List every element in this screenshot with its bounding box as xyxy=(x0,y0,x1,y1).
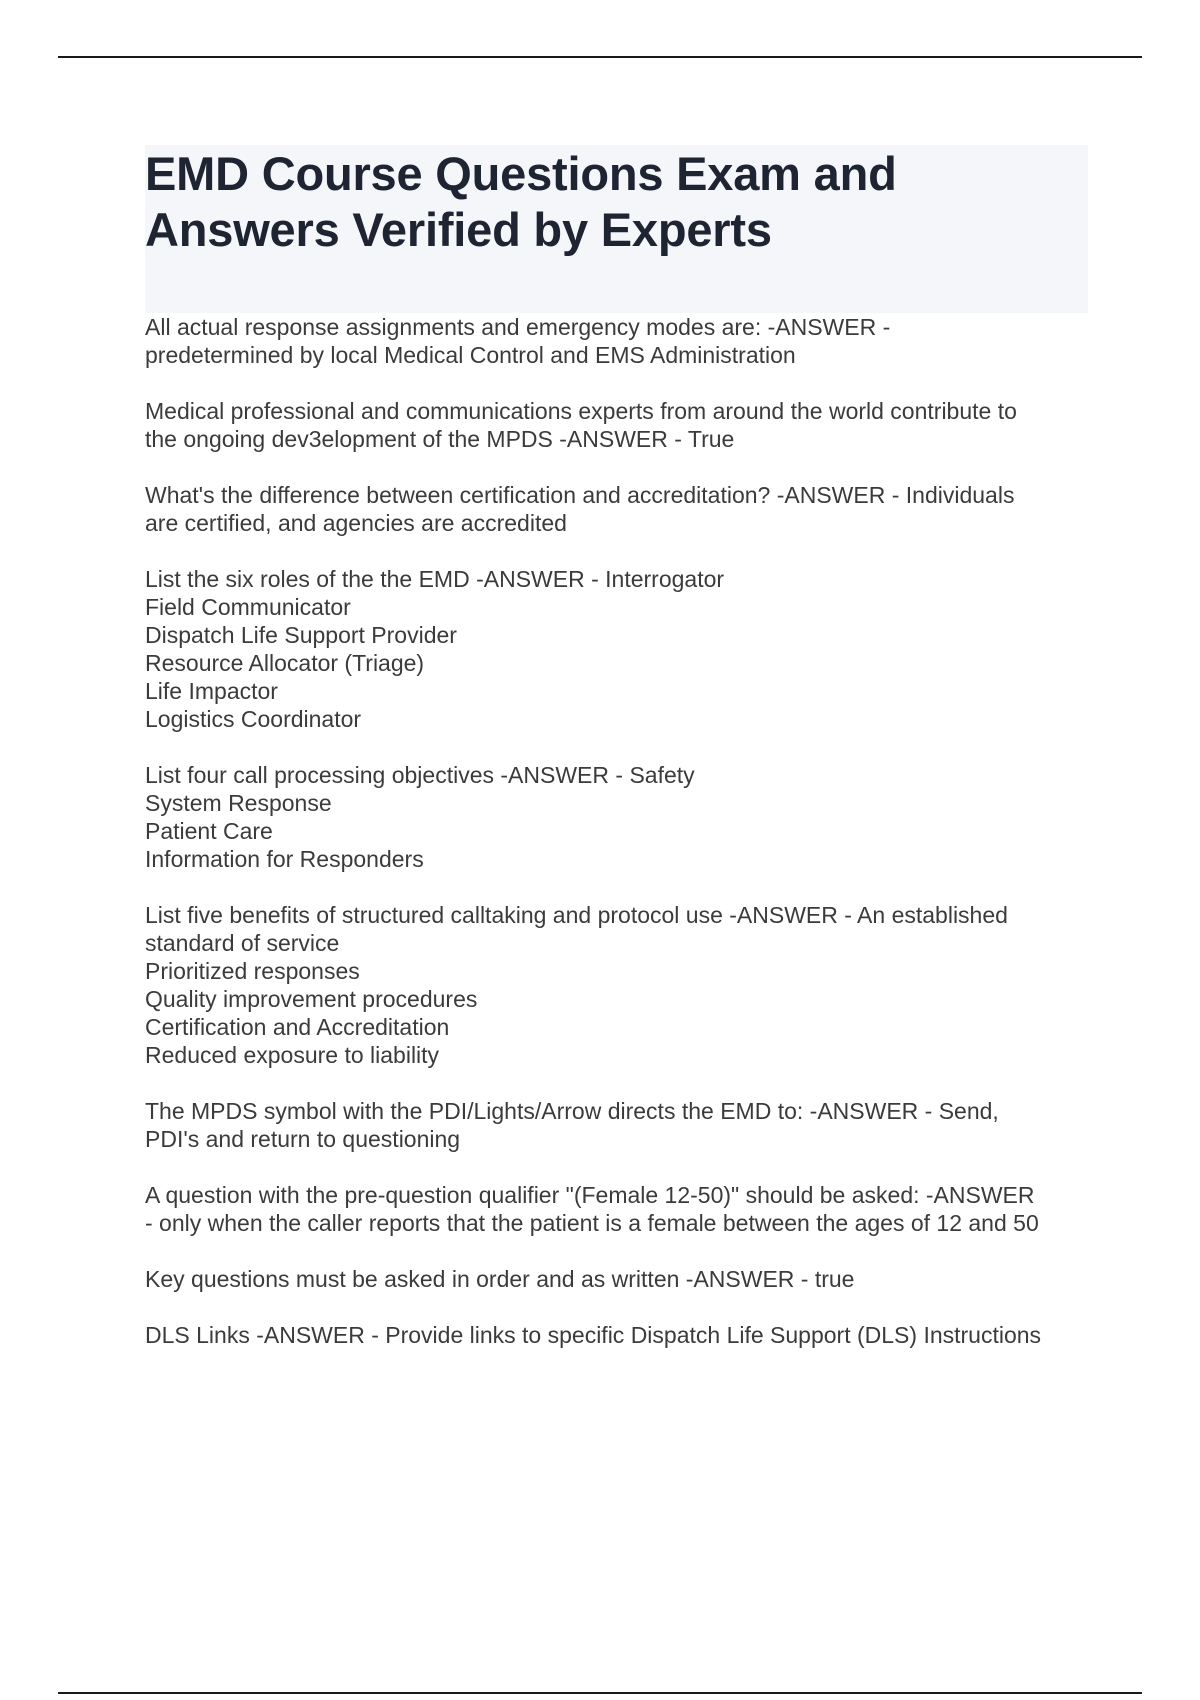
qa-line: Field Communicator xyxy=(145,594,351,620)
qa-line: A question with the pre-question qualifier "(Female 12-50)" should be asked: -ANSWER xyxy=(145,1182,1035,1208)
qa-line: Key questions must be asked in order and as written -ANSWER - true xyxy=(145,1266,855,1292)
qa-line: Information for Responders xyxy=(145,846,424,872)
qa-line: Logistics Coordinator xyxy=(145,706,362,732)
qa-item xyxy=(145,1265,1095,1293)
qa-line: What's the difference between certification and accreditation? -ANSWER - Individuals xyxy=(145,482,1015,508)
qa-line: - only when the caller reports that the patient is a female between the ages of 12 and 50 xyxy=(145,1210,1039,1236)
qa-line: Prioritized responses xyxy=(145,958,360,984)
qa-list xyxy=(145,313,1095,1377)
qa-line: List the six roles of the the EMD -ANSWER - Interrogator xyxy=(145,566,725,592)
qa-item xyxy=(145,1321,1095,1349)
qa-line: Medical professional and communications experts from around the world contribute to xyxy=(145,398,1017,424)
qa-item xyxy=(145,1097,1095,1153)
qa-line: predetermined by local Medical Control and EMS Administration xyxy=(145,342,796,368)
title-line-2: Answers Verified by Experts xyxy=(145,203,772,256)
qa-line: Certification and Accreditation xyxy=(145,1014,450,1040)
qa-line: Reduced exposure to liability xyxy=(145,1042,440,1068)
qa-line: Dispatch Life Support Provider xyxy=(145,622,457,648)
qa-line: Life Impactor xyxy=(145,678,278,704)
qa-line: are certified, and agencies are accredited xyxy=(145,510,567,536)
qa-item xyxy=(145,761,1095,873)
qa-line: List four call processing objectives -ANSWER - Safety xyxy=(145,762,695,788)
qa-item xyxy=(145,313,1095,369)
qa-line: System Response xyxy=(145,790,332,816)
qa-item xyxy=(145,901,1095,1069)
title-line-1: EMD Course Questions Exam and xyxy=(145,147,897,200)
qa-item xyxy=(145,565,1095,733)
qa-line: standard of service xyxy=(145,930,340,956)
qa-line: List five benefits of structured calltaking and protocol use -ANSWER - An established xyxy=(145,902,1008,928)
qa-line: All actual response assignments and emergency modes are: -ANSWER - xyxy=(145,314,891,340)
bottom-rule xyxy=(58,1692,1142,1694)
qa-item xyxy=(145,1181,1095,1237)
qa-item xyxy=(145,397,1095,453)
top-rule xyxy=(58,56,1142,58)
page-title xyxy=(145,146,1088,258)
qa-line: Patient Care xyxy=(145,818,273,844)
qa-line: DLS Links -ANSWER - Provide links to specific Dispatch Life Support (DLS) Instructions xyxy=(145,1322,1042,1348)
qa-line: The MPDS symbol with the PDI/Lights/Arrow directs the EMD to: -ANSWER - Send, xyxy=(145,1098,999,1124)
qa-item xyxy=(145,481,1095,537)
qa-line: Quality improvement procedures xyxy=(145,986,478,1012)
qa-line: Resource Allocator (Triage) xyxy=(145,650,425,676)
qa-line: PDI's and return to questioning xyxy=(145,1126,461,1152)
qa-line: the ongoing dev3elopment of the MPDS -ANSWER - True xyxy=(145,426,735,452)
